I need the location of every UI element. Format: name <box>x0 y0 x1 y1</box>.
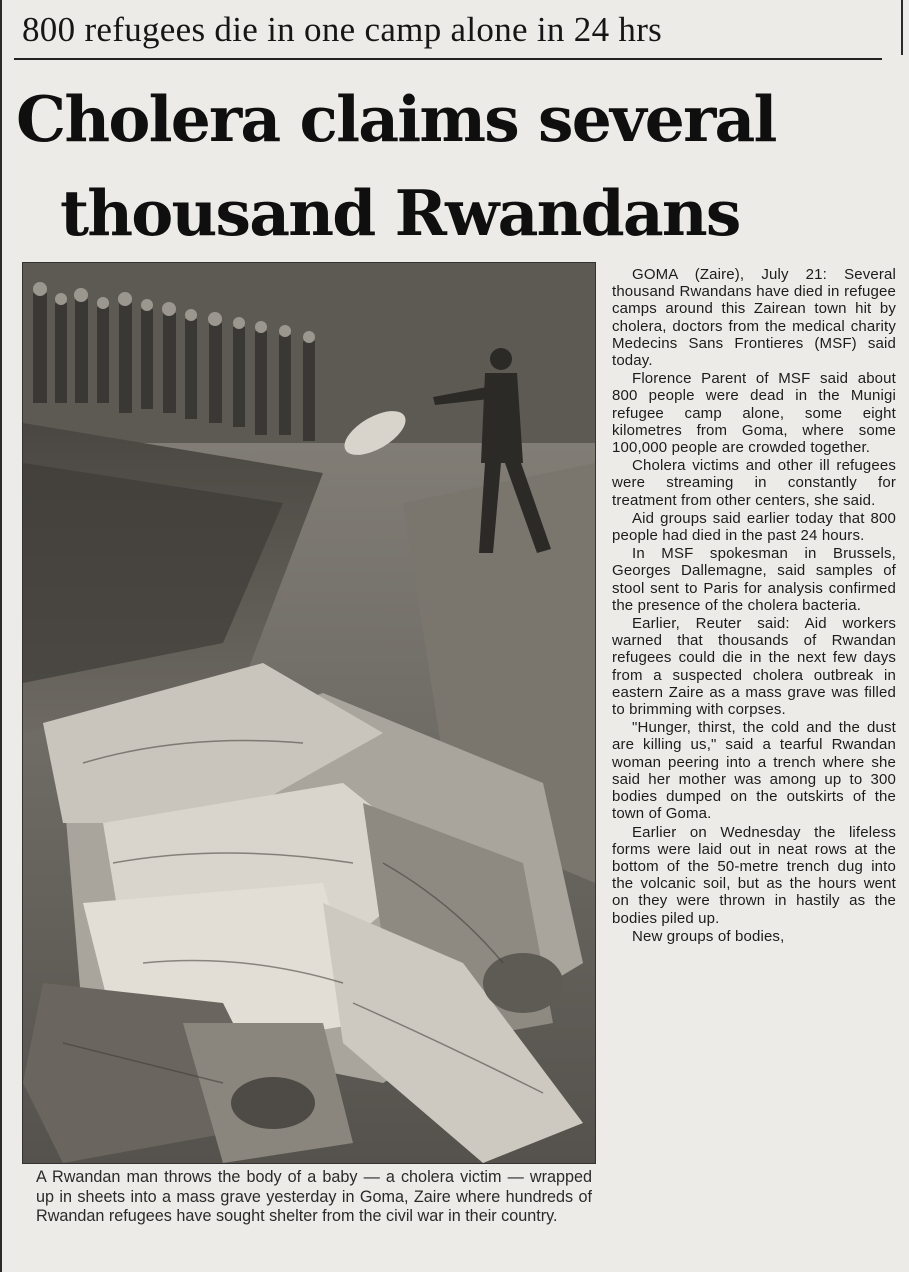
article-paragraph: New groups of bodies, <box>632 927 785 945</box>
article-paragraph: Cholera victims and other ill refugees were streaming in constantly for treatment from other centers, she said. <box>612 457 896 509</box>
left-border-rule <box>0 0 2 1272</box>
article-paragraph: In MSF spokesman in Brussels, Georges Dallemagne, said samples of stool sent to Paris for analysis confirmed the presence of the cholera bacteria. <box>612 545 896 614</box>
article-paragraph: GOMA (Zaire), July 21: Several thousand Rwandans have died in refugee camps around this Zairean town hit by cholera, doctors from the medical charity Medecins Sans Frontieres (MSF) said today. <box>612 266 896 370</box>
kicker-divider <box>14 58 882 60</box>
main-headline <box>10 72 900 260</box>
article-paragraph: Earlier, Reuter said: Aid workers warned that thousands of Rwandan refugees could die in the next few days from a suspected cholera outbreak in eastern Zaire as a mass grave was filled to brimming with corpses. <box>612 615 896 719</box>
article-paragraph: Aid groups said earlier today that 800 people had died in the past 24 hours. <box>612 509 896 545</box>
photo-caption: A Rwandan man throws the body of a baby — a cholera victim — wrapped up in sheets into a mass grave yesterday in Goma, Zaire where hundreds of Rwandan refugees have sought shelter from the civil war in their country. <box>36 1168 592 1226</box>
photo-illustration <box>23 263 595 1163</box>
article-paragraph: Florence Parent of MSF said about 800 people were dead in the Munigi refugee camp alone, some eight kilometres from Goma, where some 100,000 people are crowded together. <box>612 370 896 457</box>
article-body <box>612 266 896 946</box>
headline-line-2: thousand Rwandans <box>60 176 740 250</box>
headline-line-1: Cholera claims several <box>16 82 776 156</box>
right-border-rule <box>901 0 903 55</box>
kicker-headline: 800 refugees die in one camp alone in 24 hrs <box>22 10 663 49</box>
news-photo <box>22 262 596 1164</box>
article-paragraph: "Hunger, thirst, the cold and the dust are killing us," said a tearful Rwandan woman peering into a trench where she said her mother was among up to 300 bodies dumped on the outskirts of the town of Goma. <box>612 719 896 823</box>
article-paragraph: Earlier on Wednesday the lifeless forms were laid out in neat rows at the bottom of the 50-metre trench dug into the volcanic soil, but as the hours went on they were thrown in hastily as the bodies piled up. <box>612 823 896 927</box>
